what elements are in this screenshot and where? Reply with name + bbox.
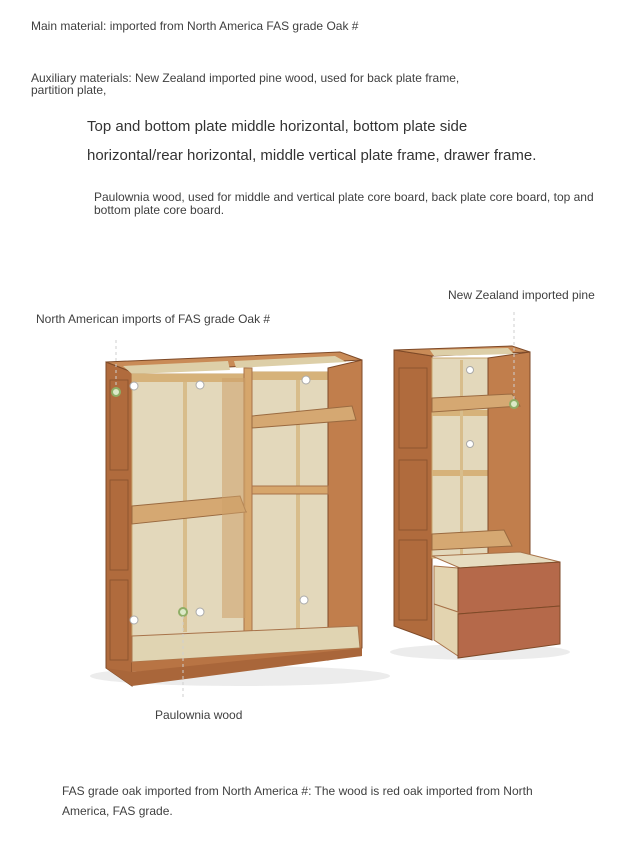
footer-note-text: FAS grade oak imported from North America #: The wood is red oak imported from North America, FAS grade. [62, 784, 533, 818]
paulownia-label: Paulownia wood [155, 708, 243, 722]
paulownia-usage-text: Paulownia wood, used for middle and vertical plate core board, back plate core board, top and bottom plate core board. [94, 190, 594, 217]
oak-marker-icon [112, 388, 120, 396]
pine-label: New Zealand imported pine [448, 288, 595, 302]
large-wardrobe [90, 340, 390, 700]
frame-usage-line-2: horizontal/rear horizontal, middle vertical plate frame, drawer frame. [87, 147, 537, 164]
paulownia-marker-icon [179, 608, 187, 616]
frame-usage-line-1: Top and bottom plate middle horizontal, bottom plate side [87, 118, 468, 135]
small-cabinet [390, 312, 570, 660]
auxiliary-materials-text: Auxiliary materials: New Zealand imported pine wood, used for back plate frame, partition plate, [31, 71, 460, 97]
main-material-text: Main material: imported from North America FAS grade Oak # [31, 19, 359, 33]
pine-marker-icon [510, 400, 518, 408]
oak-label: North American imports of FAS grade Oak # [36, 312, 271, 326]
